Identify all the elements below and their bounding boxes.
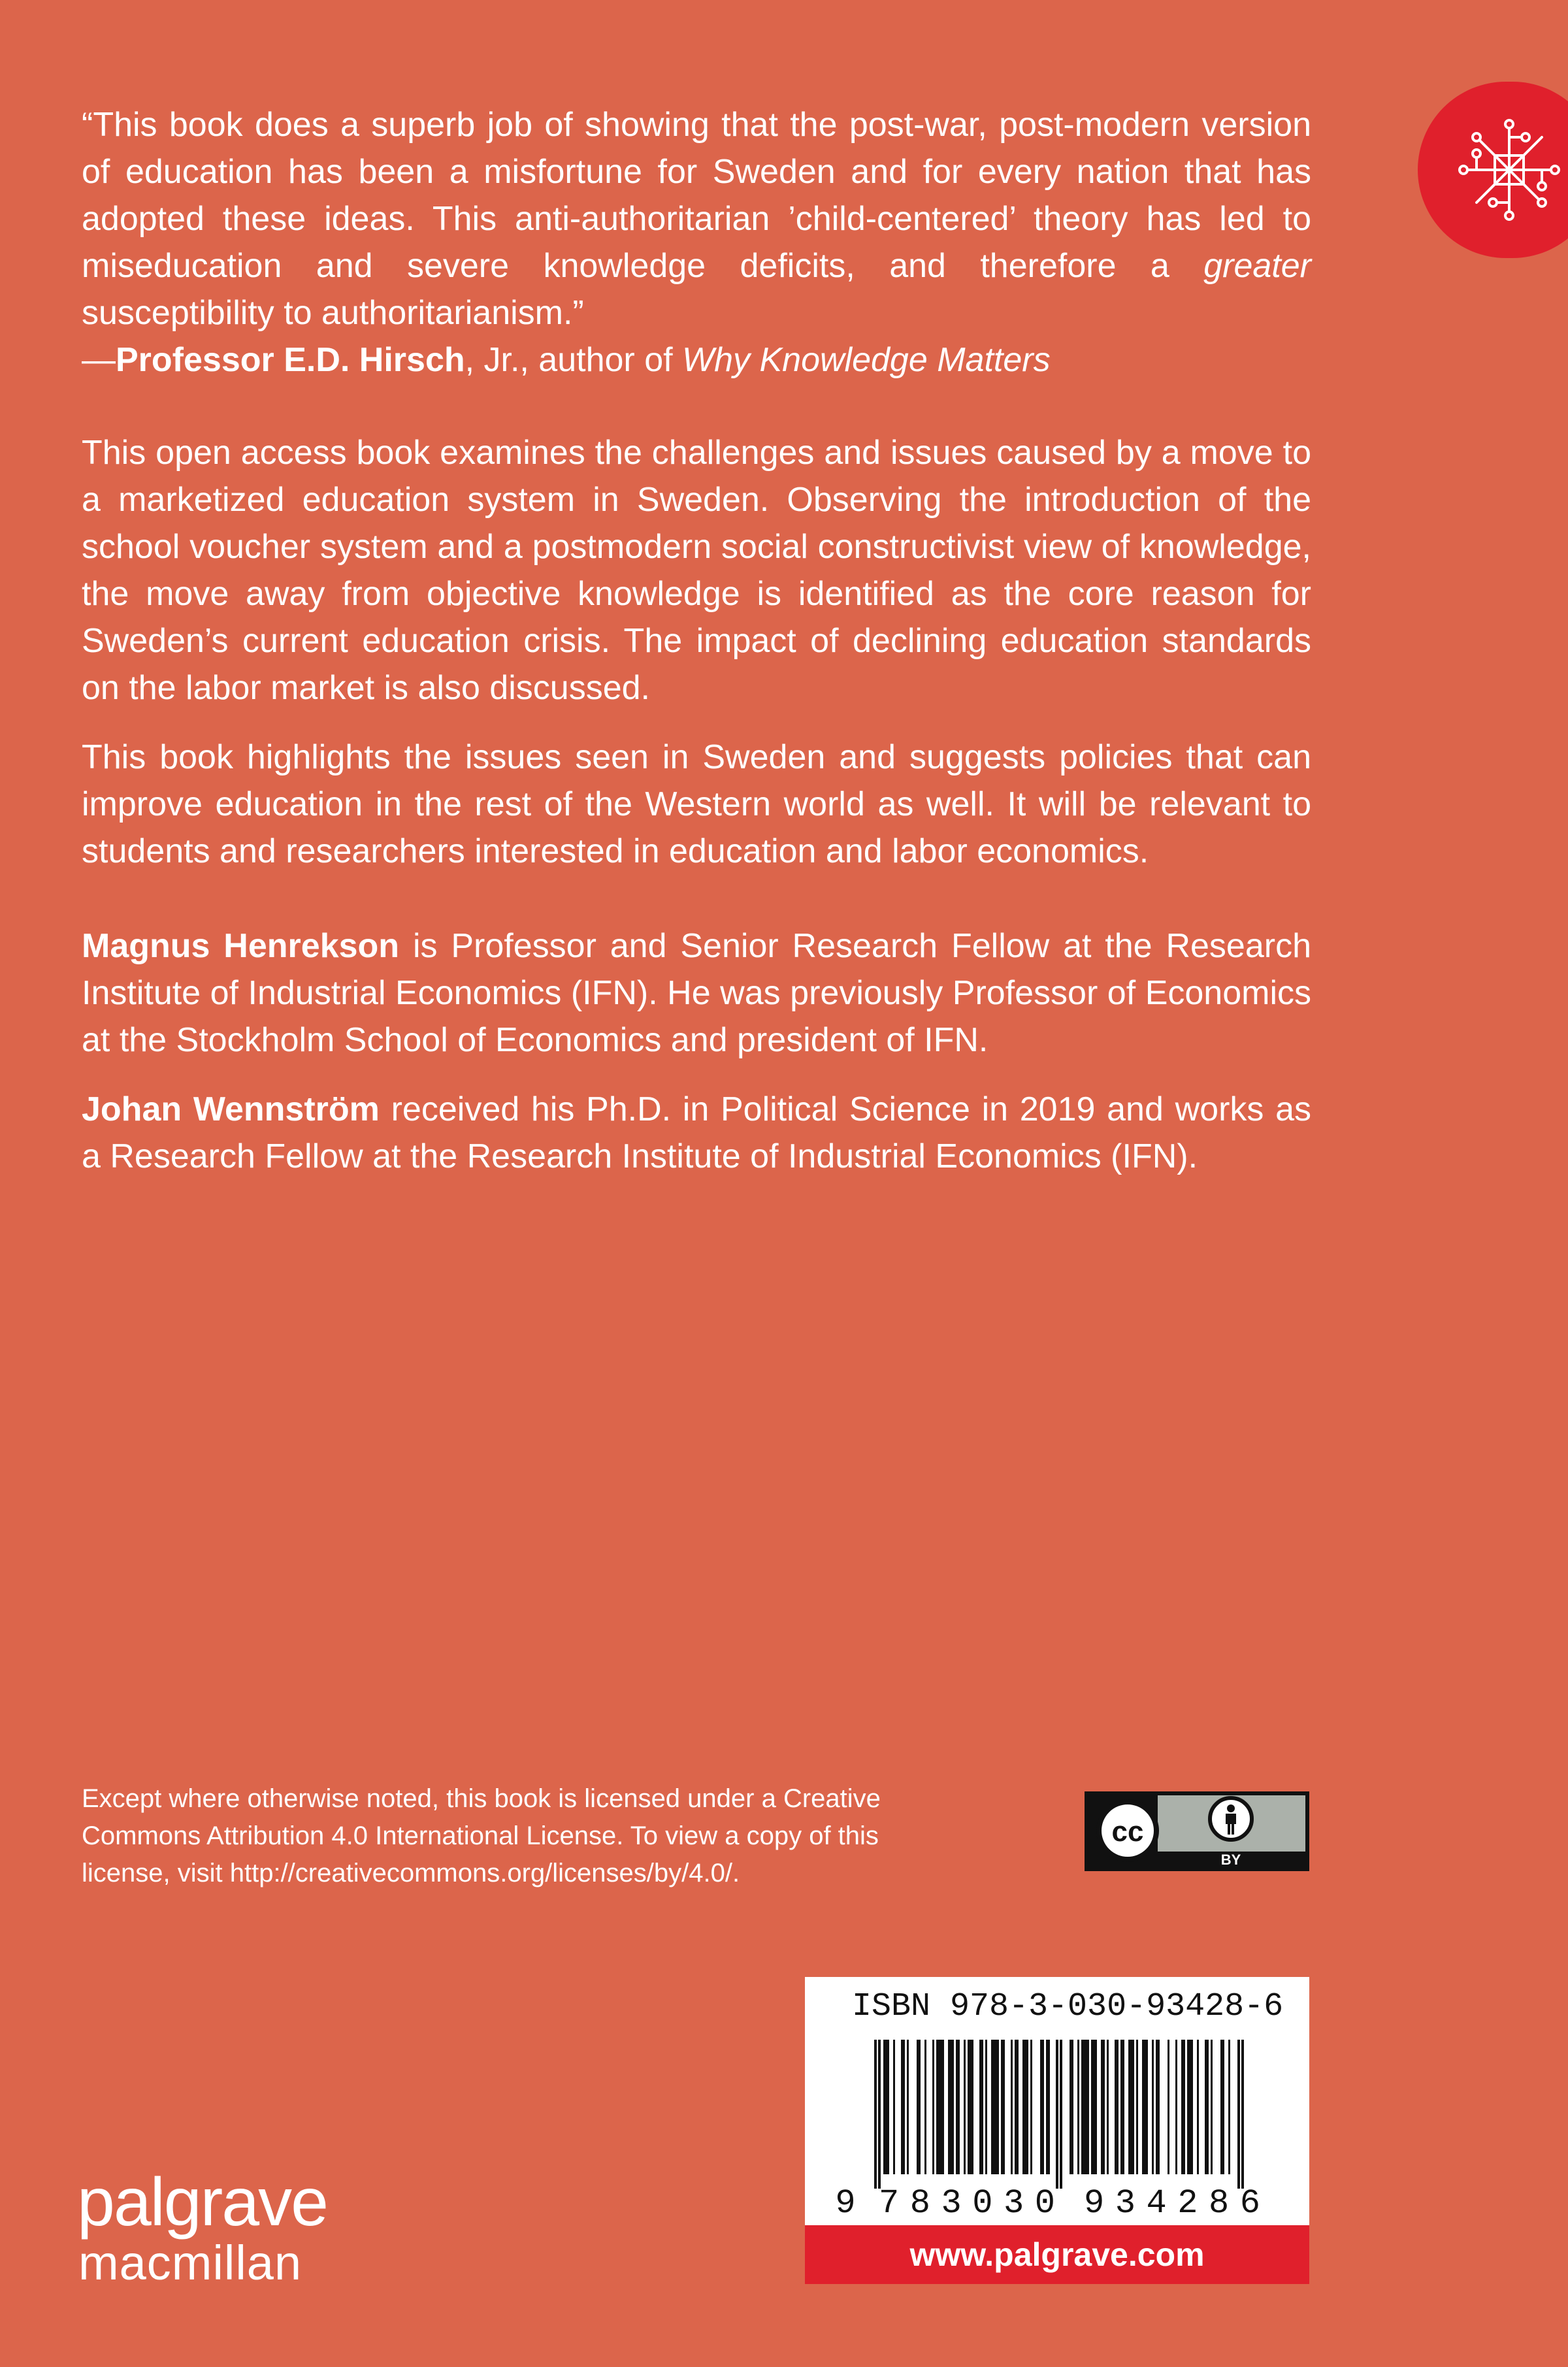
- author-name: Johan Wennström: [82, 1090, 380, 1128]
- barcode-bar: [1152, 2040, 1154, 2174]
- barcode-bar: [907, 2040, 909, 2174]
- barcode-bar: [1070, 2040, 1073, 2174]
- license-notice: Except where otherwise noted, this book is licensed under a Creative Commons Attribution 4.0 International License. To view a copy of this license, visit http://creativecommons.org/licenses/by/4.0/.: [82, 1784, 881, 1887]
- attribution-person-icon: [1210, 1798, 1252, 1840]
- barcode-bar: [1205, 2040, 1209, 2174]
- barcode-bar: [917, 2040, 921, 2174]
- barcode-bar: [1168, 2040, 1169, 2174]
- by-label: BY: [1220, 1852, 1241, 1868]
- endorsement-quote: [82, 101, 1311, 384]
- quote-author: Professor E.D. Hirsch: [116, 341, 465, 379]
- barcode-bar: [1107, 2040, 1109, 2174]
- barcode-bar: [1220, 2040, 1224, 2174]
- barcode-guard-bar: [1241, 2040, 1244, 2189]
- quote-emphasis: greater: [1203, 247, 1311, 285]
- barcode-bar: [956, 2040, 960, 2174]
- barcode-bar: [1011, 2040, 1013, 2174]
- barcode-guard-bar: [1060, 2040, 1062, 2189]
- barcode-bar: [1015, 2040, 1019, 2174]
- book-description: [82, 429, 1311, 875]
- palgrave-badge: [1418, 82, 1568, 258]
- barcode-bar: [1181, 2040, 1185, 2174]
- barcode-graphic: [805, 1977, 1309, 2225]
- barcode-bar: [991, 2040, 999, 2174]
- barcode-bar: [1228, 2040, 1230, 2174]
- barcode-bar: [1120, 2040, 1124, 2174]
- barcode-bar: [1022, 2040, 1028, 2174]
- author-name: Magnus Henrekson: [82, 927, 400, 965]
- barcode-guard-bar: [878, 2040, 881, 2189]
- author-bios: [82, 922, 1311, 1180]
- author-bio: Magnus Henrekson is Professor and Senior Research Fellow at the Research Institute of Industrial Economics (IFN). He was previously Professor of Economics at the Stockholm School of Economics and president of IFN.: [82, 927, 1312, 1059]
- barcode-bar: [893, 2040, 895, 2174]
- palgrave-network-icon: [1457, 118, 1561, 222]
- quote-book-title: Why Knowledge Matters: [682, 341, 1051, 379]
- barcode-bar: [1077, 2040, 1079, 2174]
- barcode-bar: [1115, 2040, 1119, 2174]
- barcode-bar: [1101, 2040, 1105, 2174]
- logo-macmillan: macmillan: [78, 2236, 302, 2290]
- barcode-bar: [1211, 2040, 1213, 2174]
- barcode-bar: [883, 2040, 889, 2174]
- barcode-bar: [1040, 2040, 1044, 2174]
- barcode-guard-bar: [1056, 2040, 1058, 2189]
- barcode-digit-lead: 9: [835, 2184, 856, 2223]
- cc-by-license-badge: [1085, 1791, 1309, 1871]
- barcode-guard-bar: [1237, 2040, 1240, 2189]
- publisher-logo: [77, 2164, 351, 2290]
- barcode-bar: [964, 2040, 966, 2174]
- description-paragraph: This open access book examines the challenges and issues caused by a move to a marketized education system in Sweden. Observing the introduction of the school voucher system and a postmodern social constructivist view of knowledge, the move away from objective knowledge is identified as the core reason for Sweden’s current education crisis. The impact of declining education standards on the labor market is also discussed.: [82, 434, 1311, 707]
- barcode-bar: [1142, 2040, 1148, 2174]
- barcode-bar: [1197, 2040, 1199, 2174]
- barcode-bar: [979, 2040, 983, 2174]
- barcode-bar: [1175, 2040, 1177, 2174]
- barcode-bar: [1030, 2040, 1032, 2174]
- quote-text: “This book does a superb job of showing that the post-war, post-modern version of education has been a misfortune for Sweden and for every nation that has adopted these ideas. This anti-authoritarian ’child-centered’ theory has led to miseducation and severe knowledge deficits, and therefore a greater susceptibility to authoritarianism.”: [82, 106, 1311, 332]
- isbn-label: ISBN 978-3-030-93428-6: [852, 1988, 1284, 2025]
- publisher-url: www.palgrave.com: [805, 2225, 1309, 2284]
- description-paragraph: This book highlights the issues seen in Sweden and suggests policies that can improve education in the rest of the Western world as well. It will be relevant to students and researchers interested in education and labor economics.: [82, 738, 1311, 870]
- barcode-bar: [932, 2040, 934, 2174]
- barcode-bar: [901, 2040, 905, 2174]
- barcode-bar: [924, 2040, 926, 2174]
- author-bio: Johan Wennström received his Ph.D. in Political Science in 2019 and works as a Research Fellow at the Research Institute of Industrial Economics (IFN).: [82, 1090, 1312, 1175]
- barcode-bar: [1091, 2040, 1097, 2174]
- barcode-bar: [968, 2040, 973, 2174]
- isbn-barcode: [805, 1977, 1309, 2225]
- barcode-digits-left: 783030: [879, 2184, 1055, 2223]
- quote-attribution: —Professor E.D. Hirsch, Jr., author of Why Knowledge Matters: [82, 341, 1051, 379]
- barcode-bar: [948, 2040, 954, 2174]
- barcode-guard-bar: [874, 2040, 877, 2189]
- barcode-bar: [1136, 2040, 1138, 2174]
- barcode-bar: [1187, 2040, 1193, 2174]
- creative-commons-icon: [1099, 1802, 1156, 1859]
- barcode-bar: [1156, 2040, 1160, 2174]
- barcode-bar: [1001, 2040, 1005, 2174]
- barcode-bar: [1128, 2040, 1134, 2174]
- cc-letters: cc: [1111, 1816, 1144, 1848]
- barcode-bar: [985, 2040, 987, 2174]
- barcode-bar: [1081, 2040, 1089, 2174]
- barcode-bar: [1046, 2040, 1050, 2174]
- barcode-digits-right: 934286: [1084, 2184, 1260, 2223]
- logo-palgrave: palgrave: [77, 2164, 327, 2240]
- barcode-bar: [936, 2040, 944, 2174]
